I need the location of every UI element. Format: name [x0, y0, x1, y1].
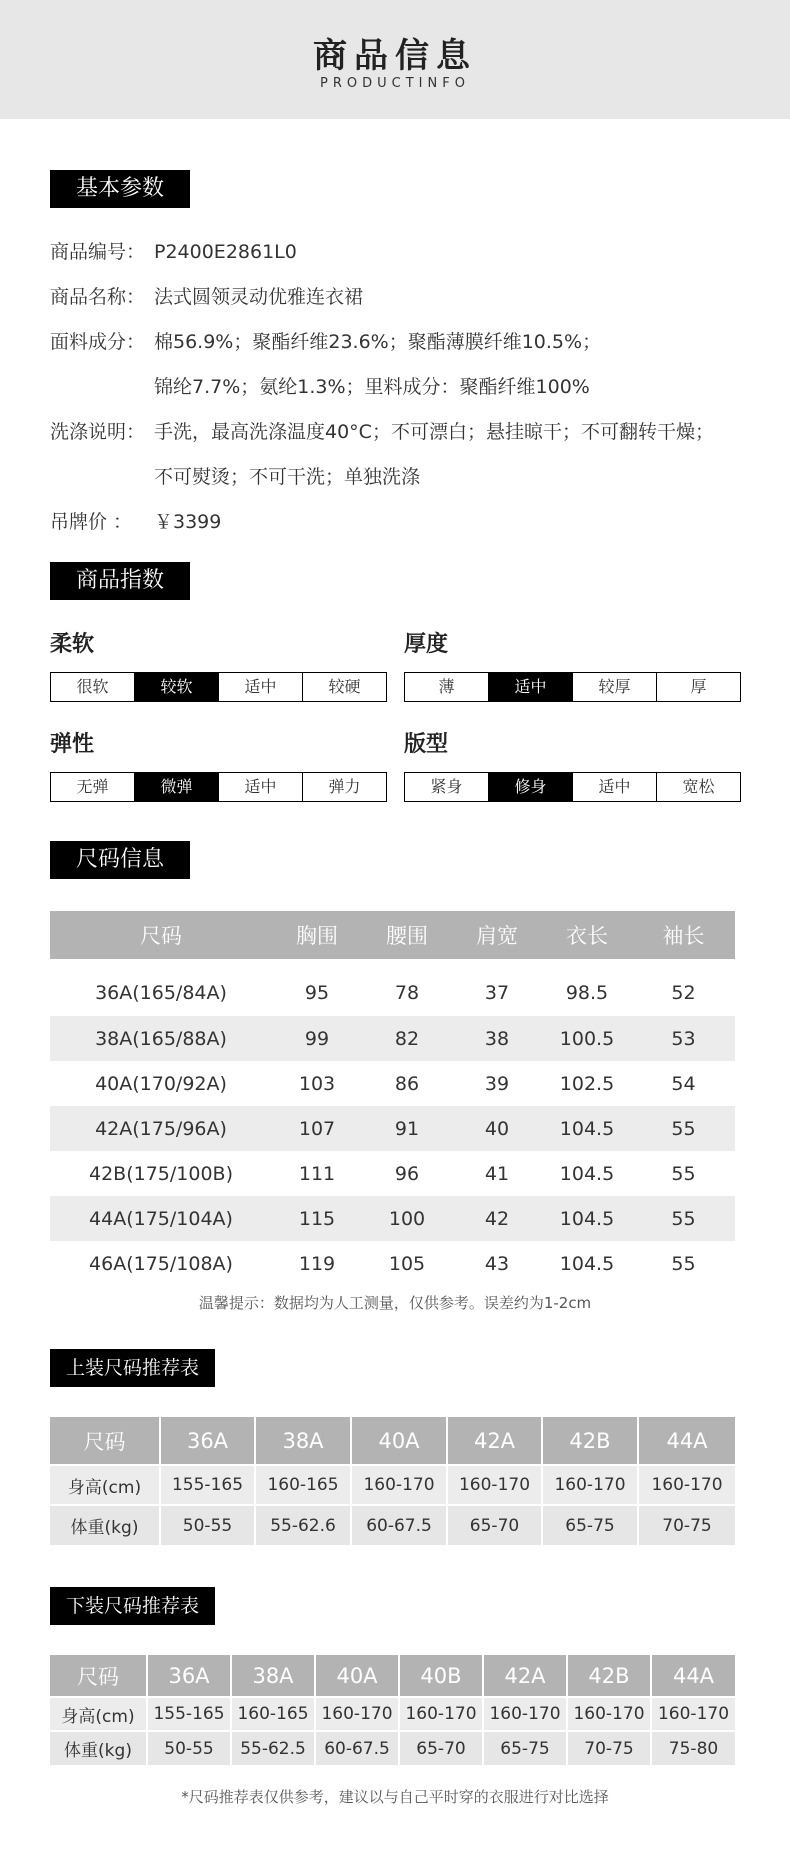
size-table-cell: 42A(175/96A)	[50, 1106, 272, 1151]
bottom-rec-header-cell: 42B	[567, 1655, 651, 1697]
bottom-rec-header-cell: 40B	[399, 1655, 483, 1697]
size-table	[50, 911, 735, 1286]
size-table-cell: 95	[304, 981, 330, 1004]
thickness-option: 适中	[489, 673, 573, 701]
bottom-rec-cell: 160-170	[399, 1697, 483, 1731]
softness-title: 柔软	[50, 632, 95, 657]
size-table-cell: 96	[394, 1162, 420, 1185]
bottom-rec-header-cell: 44A	[651, 1655, 735, 1697]
size-table-cell: 41	[484, 1162, 510, 1185]
size-header-cell: 尺码	[50, 911, 272, 959]
size-table-cell: 53	[632, 1016, 735, 1061]
top-rec-header	[50, 1417, 735, 1465]
wash-row	[50, 417, 714, 444]
size-table-cell: 52	[671, 981, 696, 1004]
size-table-row	[50, 959, 735, 1016]
size-table-cell: 111	[298, 1162, 336, 1185]
size-table-cell: 119	[298, 1252, 336, 1275]
size-table-cell: 104.5	[559, 1162, 615, 1185]
bottom-rec-header-cell: 38A	[231, 1655, 315, 1697]
fit-scale	[404, 772, 741, 802]
top-rec-cell: 50-55	[160, 1505, 255, 1545]
softness-option: 较硬	[328, 677, 361, 696]
bottom-rec-cell: 50-55	[147, 1731, 231, 1765]
top-rec-cell: 160-170	[447, 1465, 542, 1505]
size-table-cell: 99	[272, 1016, 362, 1061]
page-title: 商品信息	[313, 36, 477, 76]
elasticity-option: 弹力	[328, 777, 361, 796]
size-table-cell: 102.5	[559, 1072, 615, 1095]
size-table-cell: 105	[388, 1252, 426, 1275]
softness-option: 较软	[135, 673, 219, 701]
wash-value-2: 不可熨烫；不可干洗；单独洗涤	[154, 466, 421, 488]
wash-value-1: 手洗，最高洗涤温度40°C；不可漂白；悬挂晾干；不可翻转干燥；	[154, 421, 714, 443]
bottom-rec-cell: 身高(cm)	[50, 1697, 147, 1731]
bottom-rec-cell: 160-170	[651, 1697, 735, 1731]
thickness-option: 较厚	[573, 673, 657, 701]
size-table-row	[50, 1241, 735, 1286]
bottom-rec-row	[50, 1697, 735, 1731]
size-table-cell: 86	[394, 1072, 420, 1095]
top-rec-header-cell: 尺码	[50, 1417, 160, 1465]
size-table-cell: 115	[272, 1196, 362, 1241]
size-table-cell: 98.5	[565, 981, 609, 1004]
price-row	[50, 507, 221, 534]
product-name-value: 法式圆领灵动优雅连衣裙	[154, 286, 364, 308]
top-rec-cell: 60-67.5	[351, 1505, 447, 1545]
fit-option: 适中	[573, 773, 657, 801]
size-table-cell: 39	[484, 1072, 510, 1095]
product-name-key: 商品名称：	[50, 286, 146, 308]
top-rec-row	[50, 1505, 735, 1545]
size-table-cell: 55	[632, 1196, 735, 1241]
size-table-cell: 104.5	[542, 1106, 632, 1151]
size-table-cell: 91	[362, 1106, 452, 1151]
softness-option: 很软	[51, 673, 135, 701]
elasticity-title: 弹性	[50, 732, 95, 757]
size-table-cell: 55	[632, 1106, 735, 1151]
size-table-cell: 40A(170/92A)	[95, 1072, 227, 1095]
bottom-rec-cell: 体重(kg)	[50, 1731, 147, 1765]
size-table-cell: 82	[362, 1016, 452, 1061]
size-note: 温馨提示：数据均为人工测量，仅供参考。误差约为1-2cm	[198, 1294, 592, 1312]
wash-key: 洗涤说明：	[50, 421, 146, 443]
size-table-cell: 54	[671, 1072, 696, 1095]
bottom-rec-table	[50, 1655, 735, 1765]
bottom-rec-cell: 160-170	[483, 1697, 567, 1731]
fit-title: 版型	[404, 732, 449, 757]
size-table-cell: 55	[671, 1252, 696, 1275]
size-table-row	[50, 1151, 735, 1196]
size-table-cell: 37	[484, 981, 510, 1004]
bottom-rec-cell: 160-170	[315, 1697, 399, 1731]
fabric-value-2: 锦纶7.7%；氨纶1.3%；里料成分：聚酯纤维100%	[154, 376, 590, 398]
bottom-rec-header-cell: 40A	[315, 1655, 399, 1697]
top-rec-header-cell: 44A	[638, 1417, 735, 1465]
fit-option: 紧身	[405, 773, 489, 801]
elasticity-option: 适中	[219, 773, 303, 801]
size-table-row	[50, 1016, 735, 1061]
bottom-rec-cell: 55-62.5	[231, 1731, 315, 1765]
basic-params-label: 基本参数	[50, 170, 190, 208]
product-code-value: P2400E2861L0	[154, 241, 297, 263]
price-value: ￥3399	[154, 511, 222, 533]
bottom-rec-header-cell: 尺码	[50, 1655, 147, 1697]
size-table-row	[50, 1106, 735, 1151]
fabric-value-1: 棉56.9%；聚酯纤维23.6%；聚酯薄膜纤维10.5%；	[154, 331, 602, 353]
top-rec-header-cell: 36A	[160, 1417, 255, 1465]
size-table-cell: 46A(175/108A)	[89, 1252, 233, 1275]
top-rec-cell: 55-62.6	[255, 1505, 351, 1545]
size-table-cell: 42B(175/100B)	[88, 1162, 233, 1185]
softness-scale	[50, 672, 387, 702]
fabric-row	[50, 327, 601, 354]
size-table-cell: 40	[452, 1106, 542, 1151]
size-table-cell: 44A(175/104A)	[50, 1196, 272, 1241]
size-table-cell: 36A(165/84A)	[95, 981, 227, 1004]
product-code-row	[50, 237, 297, 264]
bottom-rec-label: 下装尺码推荐表	[50, 1587, 215, 1625]
bottom-rec-row	[50, 1731, 735, 1765]
fit-option: 修身	[489, 773, 573, 801]
size-header-cell: 衣长	[542, 911, 632, 959]
elasticity-option: 微弹	[135, 773, 219, 801]
page-subtitle: PRODUCTINFO	[320, 76, 470, 91]
size-table-cell: 103	[298, 1072, 336, 1095]
size-info-label: 尺码信息	[50, 841, 190, 879]
top-rec-cell: 160-170	[638, 1465, 735, 1505]
size-table-cell: 107	[272, 1106, 362, 1151]
bottom-rec-cell: 60-67.5	[315, 1731, 399, 1765]
top-rec-cell: 160-165	[255, 1465, 351, 1505]
fabric-key: 面料成分：	[50, 331, 146, 353]
bottom-rec-cell: 65-70	[399, 1731, 483, 1765]
thickness-option: 厚	[690, 677, 707, 696]
softness-option: 适中	[219, 673, 303, 701]
thickness-option: 薄	[405, 673, 489, 701]
top-rec-cell: 65-70	[447, 1505, 542, 1545]
bottom-rec-cell: 160-170	[567, 1697, 651, 1731]
top-rec-cell: 155-165	[160, 1465, 255, 1505]
top-rec-cell: 身高(cm)	[50, 1465, 160, 1505]
size-table-cell: 100.5	[542, 1016, 632, 1061]
size-table-row	[50, 1061, 735, 1106]
size-table-cell: 78	[394, 981, 420, 1004]
product-name-row	[50, 282, 363, 309]
bottom-rec-cell: 70-75	[567, 1731, 651, 1765]
bottom-rec-header-cell: 42A	[483, 1655, 567, 1697]
size-header-cell: 袖长	[632, 911, 735, 959]
thickness-title: 厚度	[404, 632, 449, 657]
size-table-cell: 104.5	[542, 1196, 632, 1241]
top-rec-header-cell: 40A	[351, 1417, 447, 1465]
top-rec-header-cell: 38A	[255, 1417, 351, 1465]
bottom-rec-header	[50, 1655, 735, 1697]
elasticity-scale	[50, 772, 387, 802]
top-rec-cell: 70-75	[638, 1505, 735, 1545]
top-rec-row	[50, 1465, 735, 1505]
size-header-cell: 肩宽	[452, 911, 542, 959]
size-table-cell: 55	[671, 1162, 696, 1185]
size-table-cell: 43	[484, 1252, 510, 1275]
bottom-rec-header-cell: 36A	[147, 1655, 231, 1697]
size-table-cell: 100	[362, 1196, 452, 1241]
price-key: 吊牌价 ：	[50, 511, 133, 533]
size-table-cell: 38	[452, 1016, 542, 1061]
bottom-rec-cell: 65-75	[483, 1731, 567, 1765]
fit-option: 宽松	[682, 777, 715, 796]
thickness-scale	[404, 672, 741, 702]
top-rec-cell: 160-170	[542, 1465, 638, 1505]
bottom-rec-cell: 155-165	[147, 1697, 231, 1731]
size-table-cell: 38A(165/88A)	[50, 1016, 272, 1061]
bottom-rec-cell: 160-165	[231, 1697, 315, 1731]
top-rec-cell: 160-170	[351, 1465, 447, 1505]
size-header-cell: 腰围	[362, 911, 452, 959]
top-rec-cell: 体重(kg)	[50, 1505, 160, 1545]
product-index-label: 商品指数	[50, 562, 190, 600]
size-table-cell: 104.5	[559, 1252, 615, 1275]
size-header-cell: 胸围	[272, 911, 362, 959]
elasticity-option: 无弹	[51, 773, 135, 801]
size-table-row	[50, 1196, 735, 1241]
size-table-header	[50, 911, 735, 959]
top-rec-cell: 65-75	[542, 1505, 638, 1545]
top-rec-label: 上装尺码推荐表	[50, 1349, 215, 1387]
page-header	[0, 0, 790, 119]
top-rec-header-cell: 42A	[447, 1417, 542, 1465]
size-table-cell: 42	[452, 1196, 542, 1241]
top-rec-table	[50, 1417, 735, 1545]
bottom-rec-cell: 75-80	[651, 1731, 735, 1765]
top-rec-header-cell: 42B	[542, 1417, 638, 1465]
product-code-key: 商品编号：	[50, 241, 146, 263]
rec-note: *尺码推荐表仅供参考，建议以与自己平时穿的衣服进行对比选择	[181, 1788, 609, 1806]
